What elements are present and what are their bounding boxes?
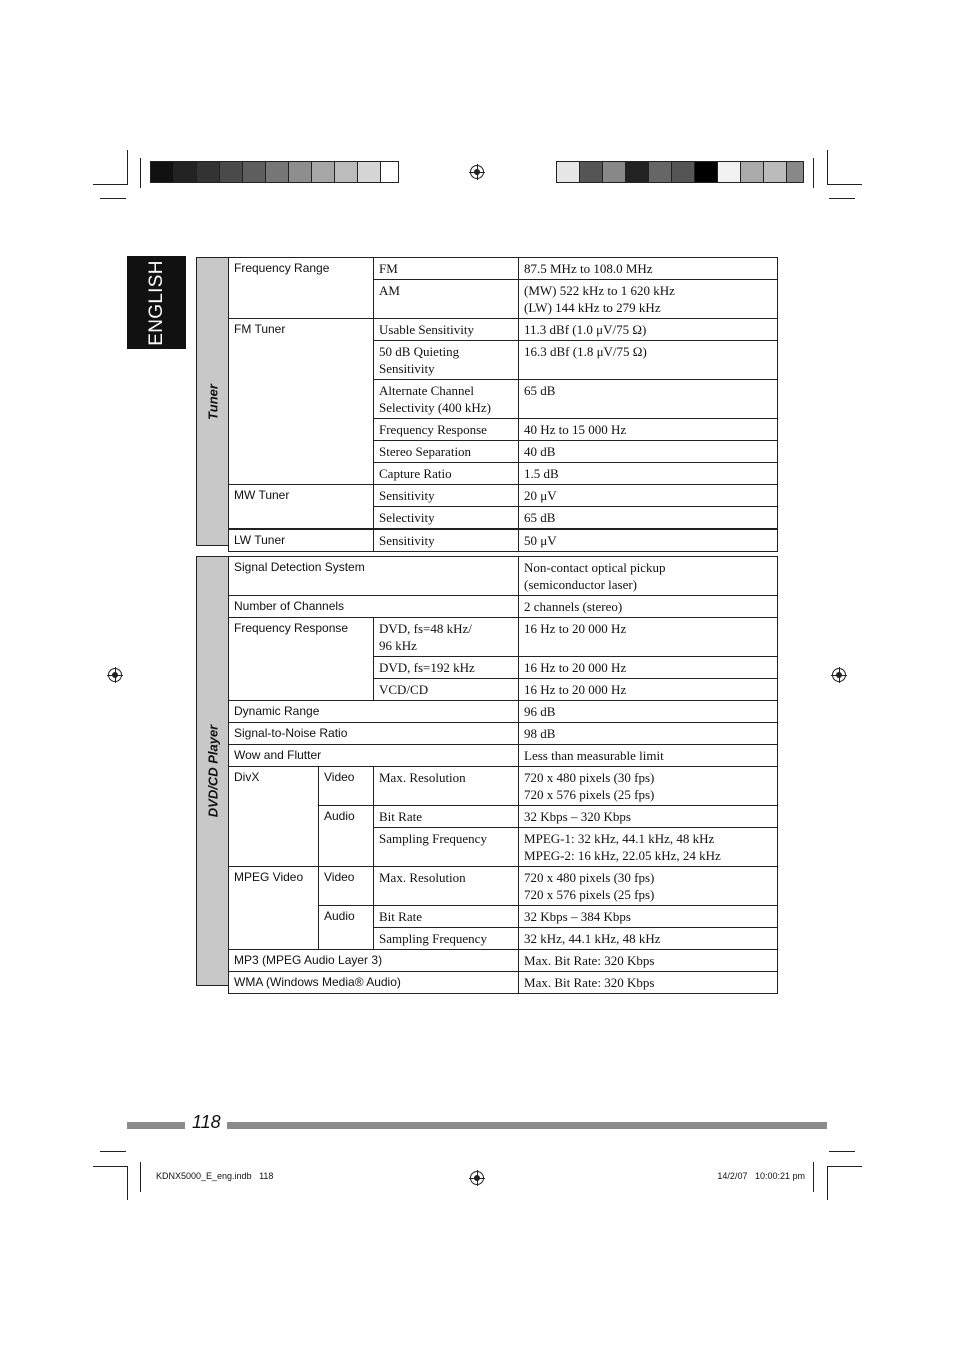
spec-value: 16 Hz to 20 000 Hz	[519, 679, 778, 701]
spec-sublabel: Sampling Frequency	[374, 928, 519, 950]
spec-sublabel: Alternate Channel Selectivity (400 kHz)	[374, 380, 519, 419]
spec-label: DivX	[229, 767, 319, 867]
spec-sublabel: Frequency Response	[374, 419, 519, 441]
spec-sublabel: Sensitivity	[374, 485, 519, 507]
registration-mark-icon	[470, 165, 484, 179]
spec-value: 16.3 dBf (1.8 μV/75 Ω)	[519, 341, 778, 380]
table-row	[229, 485, 778, 507]
spec-sublabel: FM	[374, 258, 519, 280]
spec-label: LW Tuner	[229, 529, 374, 552]
table-row	[229, 618, 778, 657]
spec-value: 11.3 dBf (1.0 μV/75 Ω)	[519, 319, 778, 341]
spec-label: WMA (Windows Media® Audio)	[229, 972, 519, 994]
registration-mark-icon	[470, 1171, 484, 1185]
spec-label: MPEG Video	[229, 867, 319, 950]
spec-sublabel: Stereo Separation	[374, 441, 519, 463]
table-row	[229, 950, 778, 972]
spec-label: Signal-to-Noise Ratio	[229, 723, 519, 745]
spec-sublabel: 50 dB Quieting Sensitivity	[374, 341, 519, 380]
spec-label: Dynamic Range	[229, 701, 519, 723]
table-row	[229, 972, 778, 994]
spec-label: Signal Detection System	[229, 557, 519, 596]
spec-value: 87.5 MHz to 108.0 MHz	[519, 258, 778, 280]
spec-value: Max. Bit Rate: 320 Kbps	[519, 972, 778, 994]
table-row	[229, 258, 778, 280]
table-row	[229, 319, 778, 341]
spec-sublabel: DVD, fs=48 kHz/ 96 kHz	[374, 618, 519, 657]
table-row	[229, 723, 778, 745]
spec-value: Less than measurable limit	[519, 745, 778, 767]
tuner-section-label: Tuner	[196, 257, 229, 546]
spec-label: MP3 (MPEG Audio Layer 3)	[229, 950, 519, 972]
spec-value: 32 Kbps – 320 Kbps	[519, 806, 778, 828]
spec-value: 2 channels (stereo)	[519, 596, 778, 618]
spec-sublabel: DVD, fs=192 kHz	[374, 657, 519, 679]
spec-value: Non-contact optical pickup (semiconductor laser)	[519, 557, 778, 596]
language-tab	[127, 256, 186, 349]
spec-value: MPEG-1: 32 kHz, 44.1 kHz, 48 kHz MPEG-2: 16 kHz, 22.05 kHz, 24 kHz	[519, 828, 778, 867]
spec-value: 65 dB	[519, 380, 778, 419]
page-bar-left	[127, 1122, 185, 1129]
table-row	[229, 701, 778, 723]
spec-sublabel: Sampling Frequency	[374, 828, 519, 867]
spec-value: 720 x 480 pixels (30 fps) 720 x 576 pixels (25 fps)	[519, 867, 778, 906]
spec-value: 96 dB	[519, 701, 778, 723]
spec-sublabel: Audio	[319, 806, 374, 867]
spec-sublabel: AM	[374, 280, 519, 319]
spec-value: 98 dB	[519, 723, 778, 745]
spec-sublabel: Audio	[319, 906, 374, 950]
table-row	[229, 745, 778, 767]
footer-file: KDNX5000_E_eng.indb 118	[156, 1171, 274, 1181]
table-row	[229, 596, 778, 618]
registration-mark-icon	[832, 668, 846, 682]
spec-value: (MW) 522 kHz to 1 620 kHz (LW) 144 kHz to 279 kHz	[519, 280, 778, 319]
spec-value: 32 kHz, 44.1 kHz, 48 kHz	[519, 928, 778, 950]
spec-sublabel: Bit Rate	[374, 906, 519, 928]
spec-value: 1.5 dB	[519, 463, 778, 485]
spec-label: MW Tuner	[229, 485, 374, 530]
footer-timestamp: 14/2/07 10:00:21 pm	[717, 1171, 805, 1181]
page-number: 118	[192, 1112, 221, 1132]
spec-value: 720 x 480 pixels (30 fps) 720 x 576 pixels (25 fps)	[519, 767, 778, 806]
spec-value: 16 Hz to 20 000 Hz	[519, 657, 778, 679]
table-row	[229, 529, 778, 552]
spec-label: Frequency Response	[229, 618, 374, 701]
spec-value: 40 dB	[519, 441, 778, 463]
spec-label: Wow and Flutter	[229, 745, 519, 767]
spec-value: 65 dB	[519, 507, 778, 530]
spec-sublabel: VCD/CD	[374, 679, 519, 701]
spec-value: 50 μV	[519, 529, 778, 552]
language-tab-label: ENGLISH	[145, 259, 167, 346]
dvd-spec-table	[228, 556, 778, 994]
spec-sublabel: Usable Sensitivity	[374, 319, 519, 341]
dvd-section-label: DVD/CD Player	[196, 556, 229, 986]
spec-label: FM Tuner	[229, 319, 374, 485]
spec-sublabel: Video	[319, 767, 374, 806]
spec-sublabel: Capture Ratio	[374, 463, 519, 485]
table-row	[229, 867, 778, 906]
spec-value: Max. Bit Rate: 320 Kbps	[519, 950, 778, 972]
spec-sublabel: Max. Resolution	[374, 867, 519, 906]
table-row	[229, 557, 778, 596]
spec-sublabel: Max. Resolution	[374, 767, 519, 806]
tuner-spec-table	[228, 257, 778, 552]
spec-value: 32 Kbps – 384 Kbps	[519, 906, 778, 928]
spec-value: 20 μV	[519, 485, 778, 507]
spec-value: 40 Hz to 15 000 Hz	[519, 419, 778, 441]
spec-sublabel: Sensitivity	[374, 529, 519, 552]
table-row	[229, 767, 778, 806]
registration-mark-icon	[108, 668, 122, 682]
spec-sublabel: Bit Rate	[374, 806, 519, 828]
page-bar-right	[227, 1122, 827, 1129]
spec-label: Number of Channels	[229, 596, 519, 618]
spec-sublabel: Selectivity	[374, 507, 519, 530]
spec-label: Frequency Range	[229, 258, 374, 319]
spec-sublabel: Video	[319, 867, 374, 906]
spec-value: 16 Hz to 20 000 Hz	[519, 618, 778, 657]
